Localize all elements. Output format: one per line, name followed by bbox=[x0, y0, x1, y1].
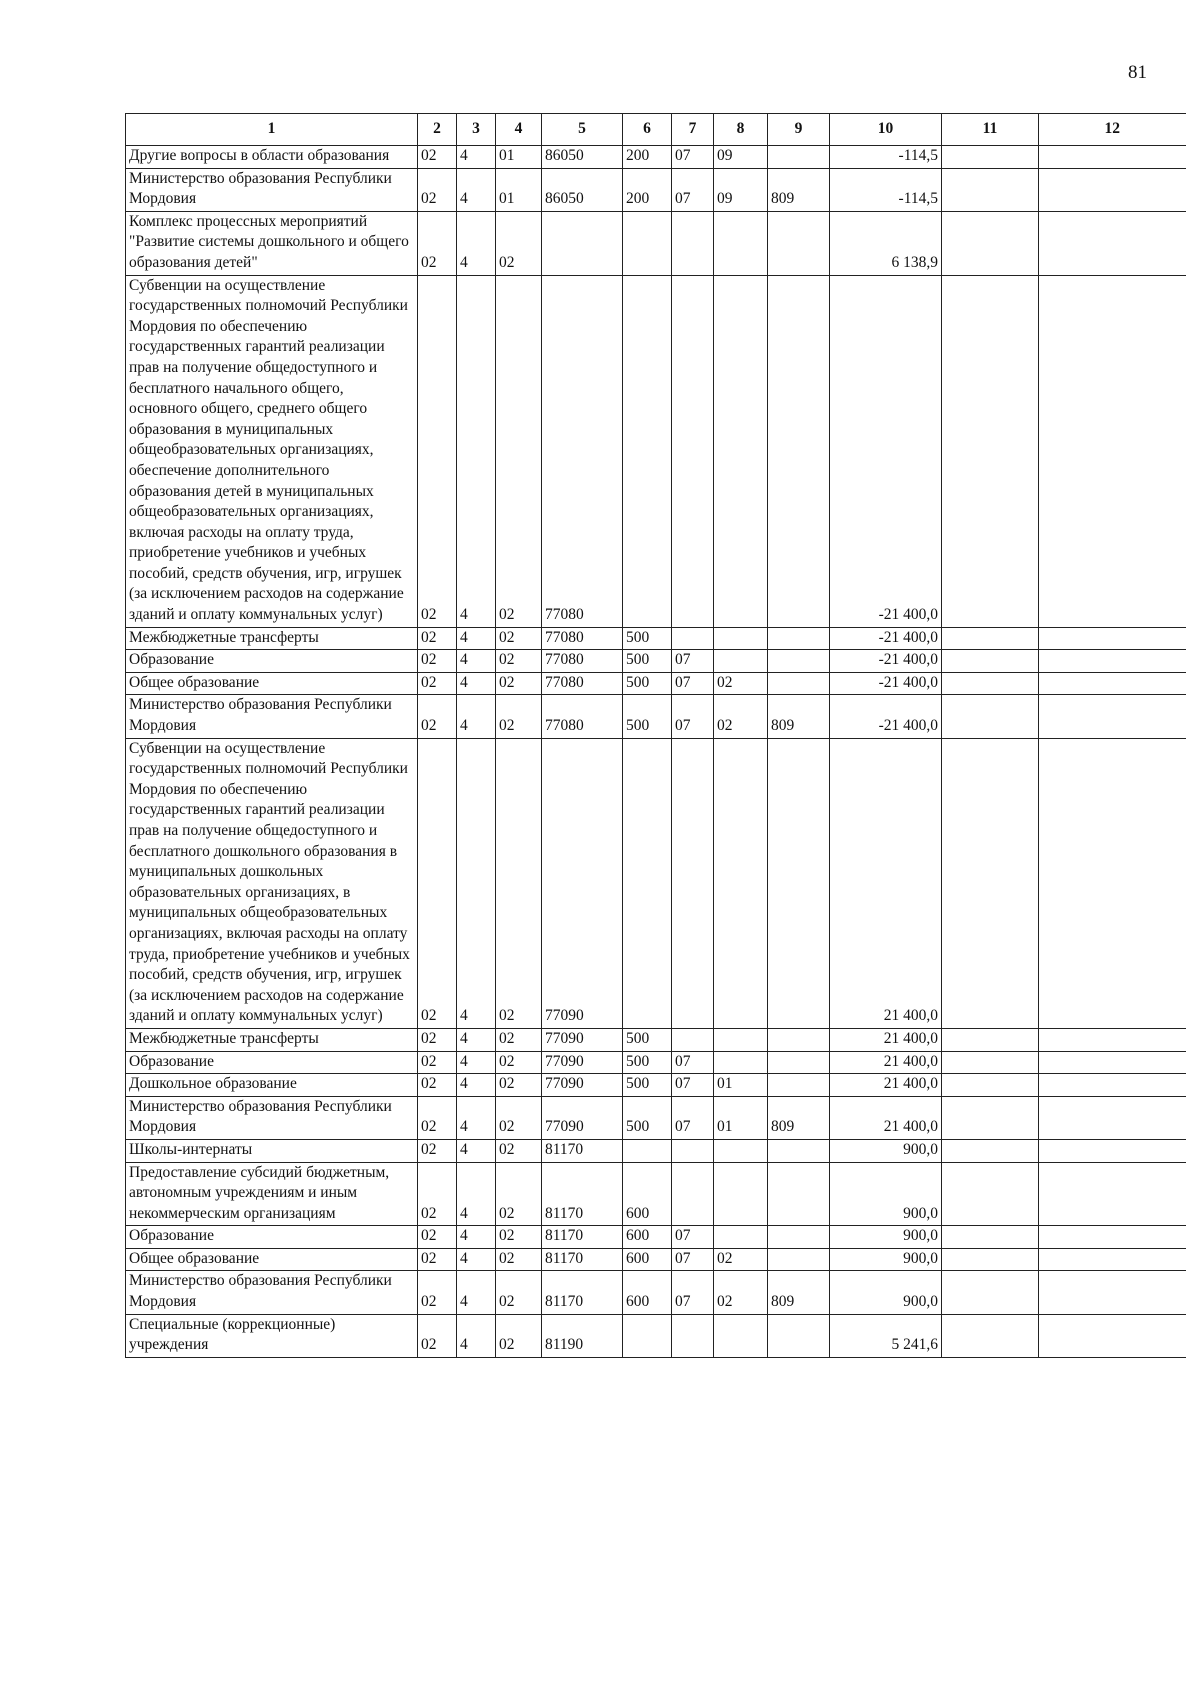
code-cell: 500 bbox=[623, 1051, 672, 1074]
amount-cell: -21 400,0 bbox=[830, 650, 942, 673]
code-cell: 77080 bbox=[542, 627, 623, 650]
empty-cell bbox=[1039, 1074, 1186, 1097]
code-cell: 4 bbox=[457, 1248, 496, 1271]
table-row bbox=[126, 275, 1186, 627]
code-cell bbox=[672, 1314, 714, 1357]
code-cell bbox=[768, 650, 830, 673]
empty-cell bbox=[942, 168, 1039, 211]
empty-cell bbox=[1039, 1096, 1186, 1139]
table-header-row bbox=[126, 114, 1186, 146]
code-cell: 02 bbox=[496, 275, 542, 627]
amount-cell: 21 400,0 bbox=[830, 738, 942, 1028]
code-cell: 02 bbox=[418, 1139, 457, 1162]
row-name-cell: Межбюджетные трансферты bbox=[126, 1028, 418, 1051]
code-cell: 77080 bbox=[542, 275, 623, 627]
amount-cell: 900,0 bbox=[830, 1248, 942, 1271]
code-cell bbox=[768, 1162, 830, 1226]
code-cell: 77080 bbox=[542, 672, 623, 695]
code-cell: 77090 bbox=[542, 1051, 623, 1074]
code-cell: 02 bbox=[496, 672, 542, 695]
code-cell: 500 bbox=[623, 1096, 672, 1139]
empty-cell bbox=[1039, 627, 1186, 650]
empty-cell bbox=[1039, 738, 1186, 1028]
code-cell: 4 bbox=[457, 1028, 496, 1051]
code-cell: 02 bbox=[496, 1051, 542, 1074]
amount-cell: 21 400,0 bbox=[830, 1074, 942, 1097]
code-cell: 01 bbox=[496, 168, 542, 211]
code-cell: 500 bbox=[623, 672, 672, 695]
code-cell: 809 bbox=[768, 1096, 830, 1139]
code-cell: 02 bbox=[418, 650, 457, 673]
code-cell: 4 bbox=[457, 146, 496, 169]
code-cell: 500 bbox=[623, 650, 672, 673]
row-name-cell: Образование bbox=[126, 1051, 418, 1074]
amount-cell: 900,0 bbox=[830, 1226, 942, 1249]
empty-cell bbox=[1039, 695, 1186, 738]
amount-cell: -114,5 bbox=[830, 146, 942, 169]
code-cell: 500 bbox=[623, 1074, 672, 1097]
code-cell: 81190 bbox=[542, 1314, 623, 1357]
code-cell: 07 bbox=[672, 672, 714, 695]
code-cell: 07 bbox=[672, 695, 714, 738]
code-cell: 02 bbox=[418, 1096, 457, 1139]
empty-cell bbox=[942, 1096, 1039, 1139]
code-cell: 4 bbox=[457, 1096, 496, 1139]
code-cell: 02 bbox=[418, 146, 457, 169]
code-cell: 02 bbox=[496, 1314, 542, 1357]
empty-cell bbox=[1039, 275, 1186, 627]
header-cell: 9 bbox=[768, 114, 830, 146]
empty-cell bbox=[1039, 168, 1186, 211]
table-row bbox=[126, 650, 1186, 673]
code-cell: 02 bbox=[496, 695, 542, 738]
code-cell: 02 bbox=[496, 1074, 542, 1097]
code-cell: 02 bbox=[418, 1074, 457, 1097]
code-cell bbox=[672, 627, 714, 650]
header-cell: 7 bbox=[672, 114, 714, 146]
header-cell: 12 bbox=[1039, 114, 1186, 146]
code-cell: 77090 bbox=[542, 1028, 623, 1051]
code-cell: 500 bbox=[623, 627, 672, 650]
table-row bbox=[126, 672, 1186, 695]
empty-cell bbox=[942, 275, 1039, 627]
code-cell: 4 bbox=[457, 1139, 496, 1162]
code-cell: 02 bbox=[714, 1248, 768, 1271]
code-cell bbox=[768, 1248, 830, 1271]
code-cell: 200 bbox=[623, 168, 672, 211]
row-name-cell: Министерство образования Республики Мордовия bbox=[126, 1096, 418, 1139]
code-cell: 81170 bbox=[542, 1271, 623, 1314]
code-cell: 02 bbox=[714, 672, 768, 695]
code-cell: 02 bbox=[418, 1226, 457, 1249]
code-cell: 07 bbox=[672, 650, 714, 673]
code-cell: 02 bbox=[418, 738, 457, 1028]
header-cell: 5 bbox=[542, 114, 623, 146]
code-cell bbox=[768, 275, 830, 627]
code-cell: 02 bbox=[714, 695, 768, 738]
empty-cell bbox=[1039, 1051, 1186, 1074]
table-row bbox=[126, 695, 1186, 738]
empty-cell bbox=[942, 211, 1039, 275]
code-cell: 4 bbox=[457, 650, 496, 673]
row-name-cell: Министерство образования Республики Мордовия bbox=[126, 1271, 418, 1314]
code-cell: 07 bbox=[672, 1074, 714, 1097]
code-cell: 600 bbox=[623, 1248, 672, 1271]
amount-cell: 6 138,9 bbox=[830, 211, 942, 275]
header-cell: 6 bbox=[623, 114, 672, 146]
row-name-cell: Общее образование bbox=[126, 1248, 418, 1271]
code-cell bbox=[672, 1028, 714, 1051]
code-cell: 4 bbox=[457, 168, 496, 211]
empty-cell bbox=[942, 650, 1039, 673]
row-name-cell: Комплекс процессных мероприятий "Развитие системы дошкольного и общего образования детей" bbox=[126, 211, 418, 275]
code-cell: 4 bbox=[457, 738, 496, 1028]
code-cell: 77080 bbox=[542, 695, 623, 738]
code-cell: 01 bbox=[496, 146, 542, 169]
row-name-cell: Образование bbox=[126, 650, 418, 673]
empty-cell bbox=[1039, 1271, 1186, 1314]
code-cell: 600 bbox=[623, 1162, 672, 1226]
code-cell: 81170 bbox=[542, 1226, 623, 1249]
header-cell: 3 bbox=[457, 114, 496, 146]
header-cell: 4 bbox=[496, 114, 542, 146]
code-cell: 02 bbox=[496, 650, 542, 673]
row-name-cell: Другие вопросы в области образования bbox=[126, 146, 418, 169]
code-cell: 02 bbox=[496, 211, 542, 275]
empty-cell bbox=[1039, 1162, 1186, 1226]
code-cell: 07 bbox=[672, 146, 714, 169]
code-cell: 86050 bbox=[542, 168, 623, 211]
code-cell: 02 bbox=[418, 1314, 457, 1357]
row-name-cell: Субвенции на осуществление государственных полномочий Республики Мордовия по обеспечению государственных гарантий реализации прав на получение общедоступного и бесплатного начального общего, основного общего, среднего общего образования в муниципальных общеобразовательных организациях, обеспечение дополнительного образования детей в муниципальных общеобразовательных организациях, включая расходы на оплату труда, приобретение учебников и учебных пособий, средств обучения, игр, игрушек (за исключением расходов на содержание зданий и оплату коммунальных услуг) bbox=[126, 275, 418, 627]
code-cell bbox=[672, 1139, 714, 1162]
empty-cell bbox=[942, 1271, 1039, 1314]
amount-cell: 5 241,6 bbox=[830, 1314, 942, 1357]
amount-cell: 21 400,0 bbox=[830, 1028, 942, 1051]
code-cell: 02 bbox=[418, 1051, 457, 1074]
code-cell bbox=[768, 1074, 830, 1097]
code-cell: 02 bbox=[496, 1271, 542, 1314]
code-cell: 02 bbox=[496, 738, 542, 1028]
code-cell: 09 bbox=[714, 146, 768, 169]
empty-cell bbox=[1039, 211, 1186, 275]
page-number: 81 bbox=[1128, 62, 1147, 83]
code-cell: 809 bbox=[768, 695, 830, 738]
code-cell: 4 bbox=[457, 1314, 496, 1357]
code-cell bbox=[714, 275, 768, 627]
code-cell bbox=[714, 1051, 768, 1074]
code-cell: 07 bbox=[672, 1096, 714, 1139]
code-cell: 4 bbox=[457, 211, 496, 275]
code-cell bbox=[623, 275, 672, 627]
code-cell: 500 bbox=[623, 695, 672, 738]
code-cell: 4 bbox=[457, 1162, 496, 1226]
empty-cell bbox=[942, 1162, 1039, 1226]
code-cell bbox=[714, 1162, 768, 1226]
table-row bbox=[126, 211, 1186, 275]
code-cell: 600 bbox=[623, 1226, 672, 1249]
code-cell: 02 bbox=[418, 275, 457, 627]
code-cell: 4 bbox=[457, 1051, 496, 1074]
code-cell bbox=[768, 1139, 830, 1162]
code-cell: 07 bbox=[672, 1051, 714, 1074]
table-row bbox=[126, 168, 1186, 211]
row-name-cell: Школы-интернаты bbox=[126, 1139, 418, 1162]
row-name-cell: Специальные (коррекционные) учреждения bbox=[126, 1314, 418, 1357]
code-cell: 01 bbox=[714, 1074, 768, 1097]
code-cell: 809 bbox=[768, 168, 830, 211]
amount-cell: -21 400,0 bbox=[830, 672, 942, 695]
code-cell bbox=[768, 211, 830, 275]
code-cell: 02 bbox=[418, 627, 457, 650]
amount-cell: -114,5 bbox=[830, 168, 942, 211]
code-cell: 4 bbox=[457, 1271, 496, 1314]
table-row bbox=[126, 1096, 1186, 1139]
row-name-cell: Министерство образования Республики Мордовия bbox=[126, 695, 418, 738]
empty-cell bbox=[1039, 650, 1186, 673]
code-cell: 809 bbox=[768, 1271, 830, 1314]
row-name-cell: Межбюджетные трансферты bbox=[126, 627, 418, 650]
row-name-cell: Дошкольное образование bbox=[126, 1074, 418, 1097]
empty-cell bbox=[1039, 146, 1186, 169]
code-cell: 02 bbox=[418, 1271, 457, 1314]
amount-cell: -21 400,0 bbox=[830, 695, 942, 738]
amount-cell: 900,0 bbox=[830, 1139, 942, 1162]
code-cell bbox=[714, 1139, 768, 1162]
code-cell: 02 bbox=[418, 1028, 457, 1051]
code-cell bbox=[768, 146, 830, 169]
amount-cell: 21 400,0 bbox=[830, 1051, 942, 1074]
amount-cell: 900,0 bbox=[830, 1271, 942, 1314]
code-cell: 81170 bbox=[542, 1248, 623, 1271]
code-cell: 02 bbox=[418, 1162, 457, 1226]
code-cell bbox=[714, 1314, 768, 1357]
code-cell: 02 bbox=[496, 627, 542, 650]
code-cell bbox=[768, 672, 830, 695]
code-cell: 02 bbox=[418, 672, 457, 695]
code-cell bbox=[768, 1226, 830, 1249]
code-cell: 02 bbox=[496, 1226, 542, 1249]
code-cell bbox=[714, 211, 768, 275]
code-cell: 02 bbox=[418, 211, 457, 275]
table-row bbox=[126, 1162, 1186, 1226]
empty-cell bbox=[1039, 1139, 1186, 1162]
code-cell: 77090 bbox=[542, 738, 623, 1028]
code-cell: 77080 bbox=[542, 650, 623, 673]
code-cell: 02 bbox=[418, 695, 457, 738]
code-cell: 07 bbox=[672, 1248, 714, 1271]
empty-cell bbox=[942, 1074, 1039, 1097]
table-row bbox=[126, 1226, 1186, 1249]
code-cell bbox=[623, 738, 672, 1028]
empty-cell bbox=[1039, 1226, 1186, 1249]
code-cell bbox=[623, 1139, 672, 1162]
code-cell: 81170 bbox=[542, 1139, 623, 1162]
code-cell bbox=[768, 1051, 830, 1074]
code-cell: 77090 bbox=[542, 1074, 623, 1097]
code-cell: 07 bbox=[672, 168, 714, 211]
code-cell bbox=[714, 650, 768, 673]
code-cell: 4 bbox=[457, 1074, 496, 1097]
row-name-cell: Министерство образования Республики Мордовия bbox=[126, 168, 418, 211]
empty-cell bbox=[1039, 1028, 1186, 1051]
code-cell: 4 bbox=[457, 275, 496, 627]
amount-cell: -21 400,0 bbox=[830, 627, 942, 650]
table-row bbox=[126, 738, 1186, 1028]
code-cell: 07 bbox=[672, 1271, 714, 1314]
code-cell bbox=[672, 275, 714, 627]
empty-cell bbox=[942, 738, 1039, 1028]
empty-cell bbox=[942, 1248, 1039, 1271]
code-cell: 86050 bbox=[542, 146, 623, 169]
code-cell bbox=[542, 211, 623, 275]
code-cell bbox=[623, 211, 672, 275]
code-cell bbox=[768, 738, 830, 1028]
empty-cell bbox=[942, 1314, 1039, 1357]
header-cell: 10 bbox=[830, 114, 942, 146]
code-cell: 81170 bbox=[542, 1162, 623, 1226]
row-name-cell: Субвенции на осуществление государственных полномочий Республики Мордовия по обеспечению государственных гарантий реализации прав на получение общедоступного и бесплатного дошкольного образования в муниципальных дошкольных образовательных организациях, в муниципальных общеобразовательных организациях, включая расходы на оплату труда, приобретение учебников и учебных пособий, средств обучения, игр, игрушек (за исключением расходов на содержание зданий и оплату коммунальных услуг) bbox=[126, 738, 418, 1028]
table-row bbox=[126, 1139, 1186, 1162]
empty-cell bbox=[942, 146, 1039, 169]
table-row bbox=[126, 1314, 1186, 1357]
empty-cell bbox=[942, 1028, 1039, 1051]
code-cell: 01 bbox=[714, 1096, 768, 1139]
code-cell: 4 bbox=[457, 695, 496, 738]
row-name-cell: Общее образование bbox=[126, 672, 418, 695]
amount-cell: 21 400,0 bbox=[830, 1096, 942, 1139]
code-cell: 77090 bbox=[542, 1096, 623, 1139]
header-cell: 1 bbox=[126, 114, 418, 146]
code-cell: 02 bbox=[418, 1248, 457, 1271]
code-cell bbox=[672, 211, 714, 275]
empty-cell bbox=[1039, 1248, 1186, 1271]
code-cell: 4 bbox=[457, 627, 496, 650]
empty-cell bbox=[1039, 672, 1186, 695]
code-cell bbox=[714, 1226, 768, 1249]
code-cell bbox=[714, 1028, 768, 1051]
code-cell bbox=[768, 627, 830, 650]
amount-cell: 900,0 bbox=[830, 1162, 942, 1226]
code-cell bbox=[623, 1314, 672, 1357]
code-cell: 4 bbox=[457, 1226, 496, 1249]
table-row bbox=[126, 1028, 1186, 1051]
code-cell: 09 bbox=[714, 168, 768, 211]
table-row bbox=[126, 1051, 1186, 1074]
empty-cell bbox=[942, 672, 1039, 695]
code-cell bbox=[714, 738, 768, 1028]
code-cell bbox=[768, 1314, 830, 1357]
header-cell: 11 bbox=[942, 114, 1039, 146]
code-cell: 500 bbox=[623, 1028, 672, 1051]
budget-table bbox=[125, 113, 1186, 1358]
table-row bbox=[126, 146, 1186, 169]
table-row bbox=[126, 1248, 1186, 1271]
code-cell bbox=[714, 627, 768, 650]
table-row bbox=[126, 1271, 1186, 1314]
code-cell: 07 bbox=[672, 1226, 714, 1249]
table-row bbox=[126, 627, 1186, 650]
table-body bbox=[126, 146, 1186, 1358]
empty-cell bbox=[942, 1139, 1039, 1162]
table-row bbox=[126, 1074, 1186, 1097]
row-name-cell: Предоставление субсидий бюджетным, автономным учреждениям и иным некоммерческим организациям bbox=[126, 1162, 418, 1226]
row-name-cell: Образование bbox=[126, 1226, 418, 1249]
empty-cell bbox=[1039, 1314, 1186, 1357]
code-cell: 4 bbox=[457, 672, 496, 695]
code-cell: 02 bbox=[496, 1139, 542, 1162]
code-cell: 02 bbox=[496, 1248, 542, 1271]
code-cell bbox=[672, 738, 714, 1028]
header-cell: 8 bbox=[714, 114, 768, 146]
amount-cell: -21 400,0 bbox=[830, 275, 942, 627]
code-cell: 02 bbox=[496, 1096, 542, 1139]
code-cell bbox=[768, 1028, 830, 1051]
empty-cell bbox=[942, 1226, 1039, 1249]
header-cell: 2 bbox=[418, 114, 457, 146]
code-cell: 200 bbox=[623, 146, 672, 169]
code-cell: 600 bbox=[623, 1271, 672, 1314]
code-cell bbox=[672, 1162, 714, 1226]
empty-cell bbox=[942, 627, 1039, 650]
code-cell: 02 bbox=[496, 1028, 542, 1051]
empty-cell bbox=[942, 1051, 1039, 1074]
code-cell: 02 bbox=[418, 168, 457, 211]
code-cell: 02 bbox=[714, 1271, 768, 1314]
empty-cell bbox=[942, 695, 1039, 738]
code-cell: 02 bbox=[496, 1162, 542, 1226]
